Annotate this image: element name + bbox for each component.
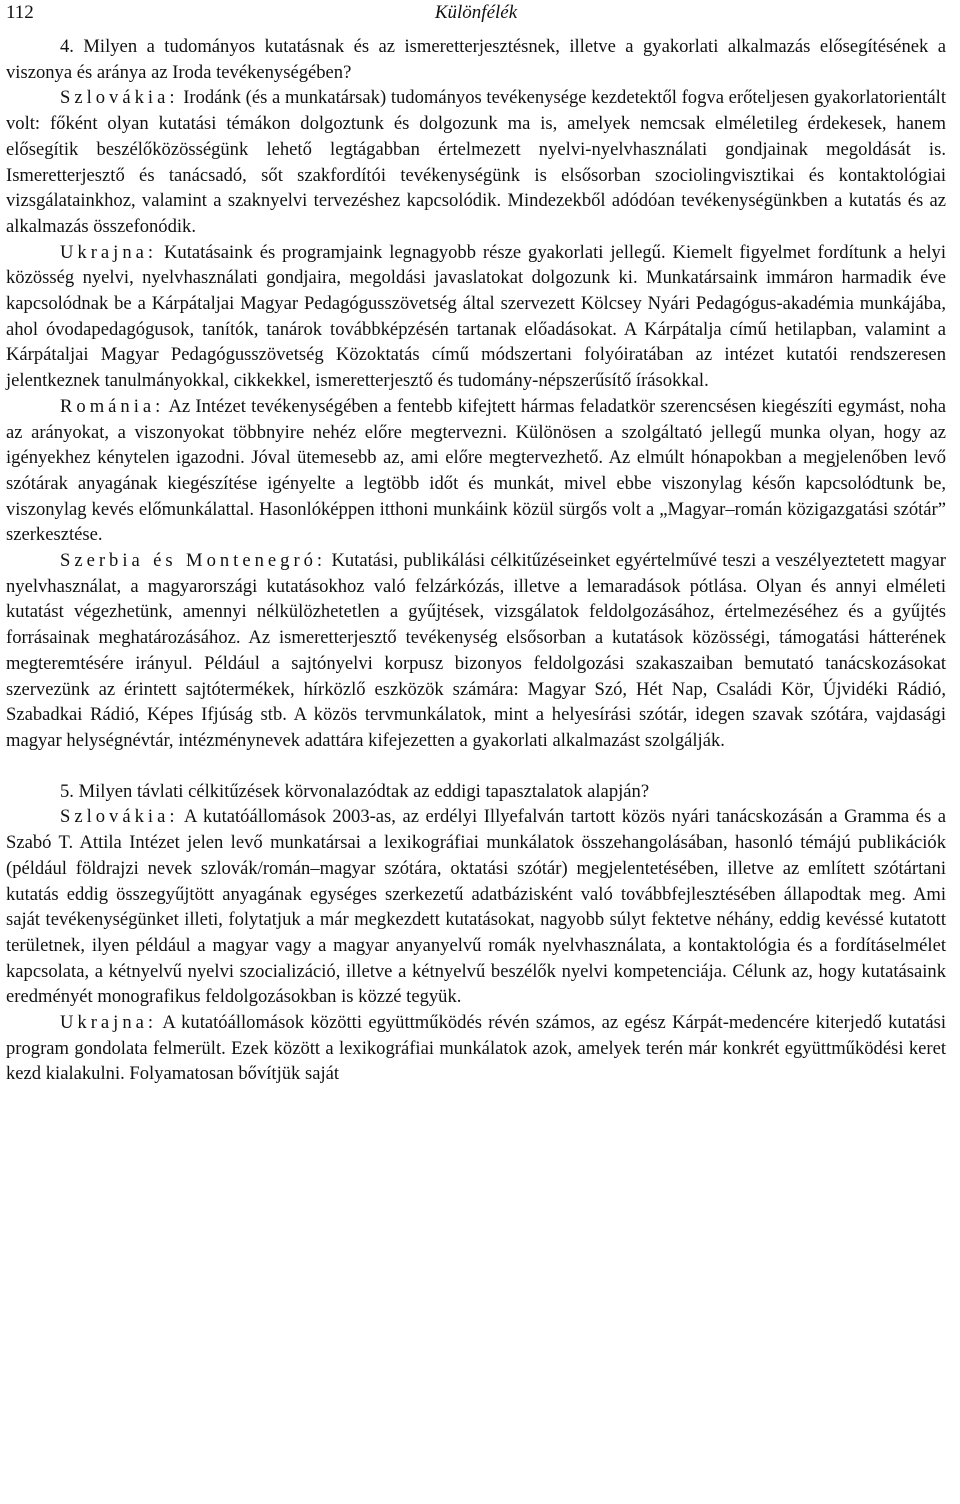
country-label: Szerbia és Montenegró: [60, 550, 327, 572]
country-label: Ukrajna: [60, 1012, 158, 1034]
answer-paragraph [6, 804, 946, 1010]
answer-paragraph [6, 548, 946, 754]
page-number: 112 [6, 2, 34, 23]
country-label: Románia: [60, 395, 165, 417]
country-label: Ukrajna: [60, 241, 158, 263]
answer-text: A kutatóállomások közötti együttműködés révén számos, az egész Kárpát-medencére kiterjedő kutatási program gondolata felmerült. Ezek között a lexikográfiai munkálatok azok, amelyek terén már konkrét együttműködési keret kezd kialakulni. Folyamatosan bővítjük saját [6, 1012, 946, 1085]
answer-text: Irodánk (és a munkatársak) tudományos tevékenysége kezdetektől fogva erőteljesen gyakorlatorientált volt: főként olyan kutatási témákon dolgoztunk és dolgozunk ma is, amelyek nemcsak elméletileg érdekesek, hanem elősegítik beszélőközösségünk lehető legtágabban értelmezett nyelvi-nyelvhasználati gondjainak megoldását is. Ismeretterjesztő és tanácsadó, sőt szakfordítói tevékenységünk is elsősorban szociolingvisztikai és kontaktológiai vizsgálatainkhoz, valamint a szaknyelvi tervezéshez kapcsolódik. Mindezekből adódóan tevékenységünkben a kutatás és az alkalmazás összefonódik. [6, 87, 946, 237]
answer-paragraph [6, 1010, 946, 1087]
question-5: 5. Milyen távlati célkitűzések körvonalazódtak az eddigi tapasztalatok alapján? [60, 780, 650, 802]
answer-paragraph [6, 240, 946, 394]
question-4: 4. Milyen a tudományos kutatásnak és az ismeretterjesztésnek, illetve a gyakorlati alkalmazás elősegítésének a viszonya és aránya az Iroda tevékenységében? [6, 36, 946, 83]
section-spacer [6, 754, 946, 779]
answer-text: Kutatási, publikálási célkitűzéseinket egyértelművé teszi a veszélyeztetett magyar nyelvhasználat, a magyarországi kutatásokhoz való felzárkózás, illetve a lemaradások pótlása. Olyan és annyi elméleti kutatást végezhetünk, amennyi nélkülözhetetlen a gyűjtések, vizsgálatok feldolgozásához, értelmezéséhez és a gyűjtés forrásainak meghatározásához. Az ismeretterjesztő tevékenység elsősorban a kutatások közösségi, támogatási hátterének megteremtésére irányul. Például a sajtónyelvi korpusz bizonyos feldolgozási szakaszaiban bemutató tanácskozásokat szervezünk az érintett sajtótermékek, hírközlő eszközök számára: Magyar Szó, Hét Nap, Családi Kör, Újvidéki Rádió, Szabadkai Rádió, Képes Ifjúság stb. A közös tervmunkálatok, mint a helyesírási szótár, idegen szavak szótára, vajdasági magyar helységnévtár, intézménynevek adattára kifejezetten a gyakorlati alkalmazást szolgálják. [6, 550, 946, 751]
country-label: Szlovákia: [60, 87, 179, 109]
country-label: Szlovákia: [60, 806, 179, 828]
document-body [6, 34, 946, 1087]
answer-paragraph [6, 394, 946, 548]
running-head [6, 0, 946, 34]
answer-paragraph [6, 85, 946, 239]
answer-text: Az Intézet tevékenységében a fentebb kifejtett hármas feladatkör szerencsésen kiegészíti egymást, noha az arányokat, a viszonyokat többnyire nehéz előre megtervezni. Különösen a szolgáltató jellegű munka olyan, hogy az igényekhez kénytelen igazodni. Jóval ütemesebb az, ami előre megtervezhető. Az elmúlt hónapokban a megjelenőben levő szótárak anyagának kiegészítése igényelte a legtöbb időt és munkát, mivel ebbe viszonylag későn kapcsolódtunk be, viszonylag kevés előmunkálattal. Hasonlóképpen itthoni munkáink közül sürgős volt a „Magyar–román közigazgatási szótár” szerkesztése. [6, 395, 946, 546]
answer-text: A kutatóállomások 2003-as, az erdélyi Illyefalván tartott közös nyári tanácskozásán a Gramma és a Szabó T. Attila Intézet jelen levő munkatársai a lexikográfiai munkálatok összehangolásában, hasonló témájú publikációk (például földrajzi nevek szlovák/román–magyar szótára, oktatási szótár) megjelentetésében, illetve az említett szótártani kutatás eddig összegyűjtött anyagának egységes szerkezetű adatbázisként való továbbfejlesztésében állapodtak meg. Ami saját tevékenységünket illeti, folytatjuk a már megkezdett kutatásokat, nagyobb súlyt fektetve néhány, eddig kevéssé kutatott területnek, ilyen például a magyar vagy a magyar anyanyelvű romák nyelvhasználata, a kontaktológia és a fordításelmélet kapcsolata, a kétnyelvű nyelvi szocializáció, illetve a kétnyelvű beszélők nyelvi kompetenciája. Célunk az, hogy kutatásaink eredményét monografikus feldolgozásokban is közzé tegyük. [6, 806, 946, 1008]
running-title: Különfélék [434, 2, 518, 23]
answer-text: Kutatásaink és programjaink legnagyobb része gyakorlati jellegű. Kiemelt figyelmet fordítunk a helyi közösség nyelvi, nyelvhasználati gondjaira, megoldási javaslatokat dolgozunk ki. Munkatársaink immáron harmadik éve kapcsolódnak be a Kárpátaljai Magyar Pedagógusszövetség által szervezett Kölcsey Nyári Pedagógus-akadémia munkájába, ahol óvodapedagógusok, tanítók, tanárok továbbképzésén tartanak előadásokat. A Kárpátalja című hetilapban, valamint a Kárpátaljai Magyar Pedagógusszövetség Közoktatás című módszertani folyóiratában az intézet kutatói rendszeresen jelentkeznek tanulmányokkal, cikkekkel, ismeretterjesztő és tudomány-népszerűsítő írásokkal. [6, 241, 946, 392]
